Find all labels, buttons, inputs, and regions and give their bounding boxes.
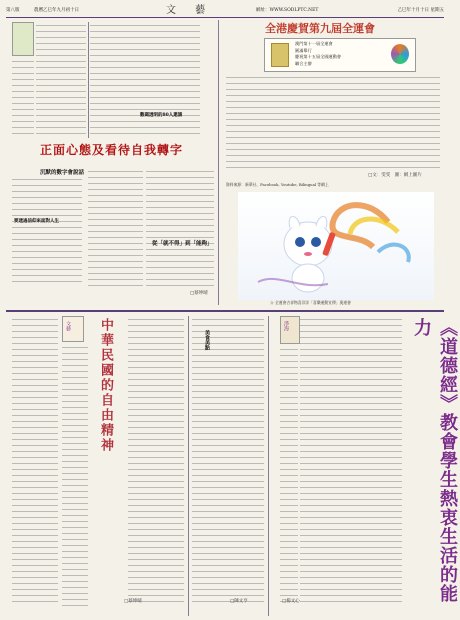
mascot-illustration	[238, 192, 434, 300]
text-column	[12, 58, 34, 138]
source-note: 資料來源：新華社、Facebook, Youtube, Bilingual 等網上	[226, 182, 329, 187]
badge-label: 淨海	[283, 321, 289, 331]
byline: □蔡坤晴	[124, 599, 142, 604]
section-divider	[6, 310, 444, 312]
column-rule	[218, 20, 219, 305]
text-column	[226, 74, 440, 170]
article-title: 全港慶賀第九屆全運會	[265, 22, 375, 35]
text-column	[90, 22, 200, 137]
section-title: 文 藝	[166, 5, 214, 16]
article-title: 中華民國的自由精神	[98, 318, 113, 453]
subhead: 沉默的數字會說話	[40, 170, 85, 176]
subhead: 數碼透明的80人邀請	[140, 113, 183, 118]
text-column	[300, 316, 402, 606]
subhead: 美食美點	[204, 330, 210, 350]
badge	[62, 316, 84, 342]
text-column	[128, 316, 184, 606]
card-line: 圓滿舉行	[295, 47, 312, 53]
card-line: 澳門第十一屆全運會	[295, 41, 333, 46]
text-column	[146, 168, 214, 286]
site-address: 網址：WWW.SODLPTC.NET	[256, 8, 319, 13]
subhead: 從「就不得」到「能夠」	[152, 241, 213, 247]
text-column	[192, 316, 264, 606]
issue-date: 乙巳年十月十日 星期五	[397, 8, 444, 13]
text-column	[62, 344, 88, 606]
card-line: 聯合主辦	[295, 60, 312, 66]
subhead: 要透過信仰來面對人生	[14, 219, 59, 224]
emblem-icon	[271, 43, 289, 67]
article-title: 正面心態及看待自我轉字	[40, 143, 184, 157]
text-column	[12, 316, 58, 606]
article-title: 《道德經》教會學生熱衷生活的能力	[411, 318, 458, 603]
page-header	[6, 4, 444, 18]
corner-badge	[12, 22, 34, 56]
column-rule	[88, 22, 89, 138]
badge	[280, 316, 300, 344]
page-number: 第八版	[6, 8, 20, 13]
image-caption: ☆ 全運會吉祥物喜洋洋「喜樂運動宣傳」奧運會	[270, 300, 351, 305]
mascot-icon	[238, 192, 434, 300]
text-column	[12, 176, 82, 286]
column-rule	[268, 316, 269, 616]
byline: □文：雯雯 圖：網上圖片	[368, 173, 422, 178]
event-card	[264, 38, 416, 72]
lunar-date: 農曆乙巳年九月初十日	[34, 8, 79, 13]
text-column	[36, 22, 86, 137]
text-column	[280, 346, 298, 606]
games-logo-icon	[391, 44, 409, 64]
column-rule	[188, 316, 189, 616]
byline: □楊文心	[282, 599, 300, 604]
text-column	[88, 168, 143, 286]
byline: □陳文亨	[230, 599, 248, 604]
badge-label: 文藝	[65, 321, 71, 331]
byline: □蔡坤晴	[190, 291, 208, 296]
card-line: 慶祝第十五屆全國運動會	[295, 54, 342, 59]
